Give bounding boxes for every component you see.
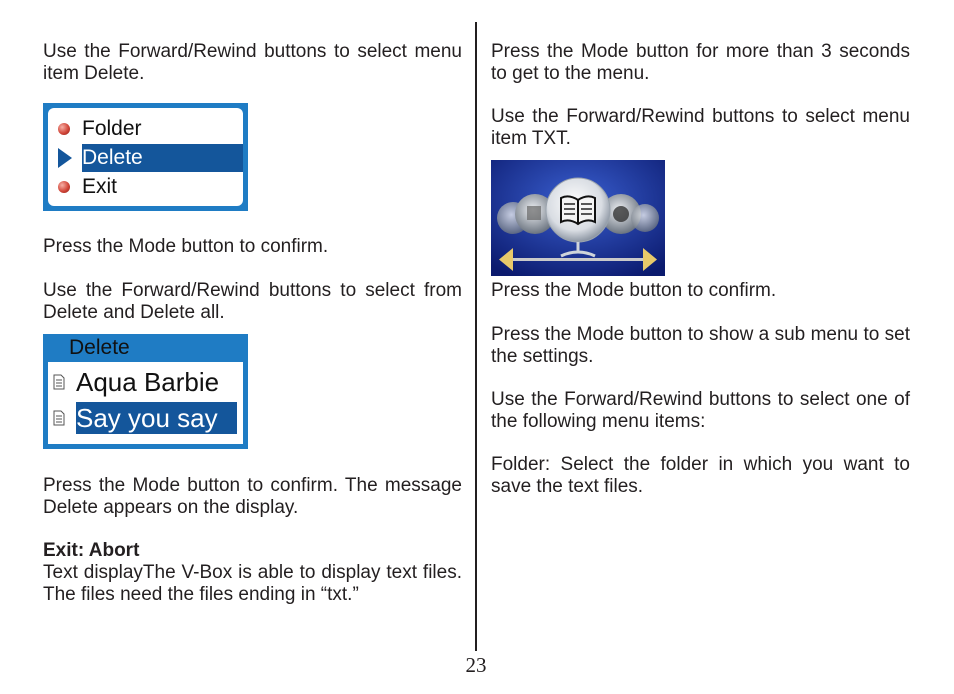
txt-menu-screen <box>491 160 665 276</box>
file-row-aqua-barbie: Aqua Barbie <box>48 366 243 398</box>
column-divider <box>475 22 477 651</box>
instruction-select-items: Use the Forward/Rewind buttons to select one of the following menu items: <box>491 389 910 432</box>
text-file-icon <box>53 374 65 390</box>
instruction-select-delete: Use the Forward/Rewind buttons to select menu item Delete. <box>43 41 462 84</box>
device-delete-screen <box>43 334 248 449</box>
menu-item-exit: Exit <box>52 173 238 201</box>
side-orb-right-icon <box>631 204 659 232</box>
exit-heading: Exit: Abort <box>43 540 140 561</box>
delete-screen-title: Delete <box>69 336 130 359</box>
folder-description: Folder: Select the folder in which you want to save the text files. <box>491 454 910 497</box>
text-display-paragraph: Text displayThe V-Box is able to display text files. The files need the files ending in “txt.” <box>43 562 462 605</box>
instruction-sub-menu: Press the Mode button to show a sub menu to set the settings. <box>491 324 910 367</box>
bullet-ball-icon <box>58 123 70 135</box>
bullet-ball-icon <box>58 181 70 193</box>
instruction-confirm-2: Press the Mode button to confirm. <box>491 280 777 301</box>
menu-item-delete: Delete <box>52 144 238 172</box>
text-file-icon <box>53 410 65 426</box>
menu-item-folder: Folder <box>52 115 238 143</box>
instruction-open-menu: Press the Mode button for more than 3 seconds to get to the menu. <box>491 41 910 84</box>
instruction-select-txt: Use the Forward/Rewind buttons to select menu item TXT. <box>491 106 910 149</box>
selection-arrow-icon <box>58 148 72 168</box>
file-row-say-you-say: Say you say <box>48 402 243 434</box>
instruction-confirm-delete: Press the Mode button to confirm. The message Delete appears on the display. <box>43 475 462 518</box>
instruction-confirm-1: Press the Mode button to confirm. <box>43 236 329 257</box>
page-number: 23 <box>465 653 487 677</box>
instruction-select-delete-all: Use the Forward/Rewind buttons to select from Delete and Delete all. <box>43 280 462 323</box>
txt-mode-carousel-image <box>491 160 665 276</box>
device-menu-screen <box>43 103 248 211</box>
